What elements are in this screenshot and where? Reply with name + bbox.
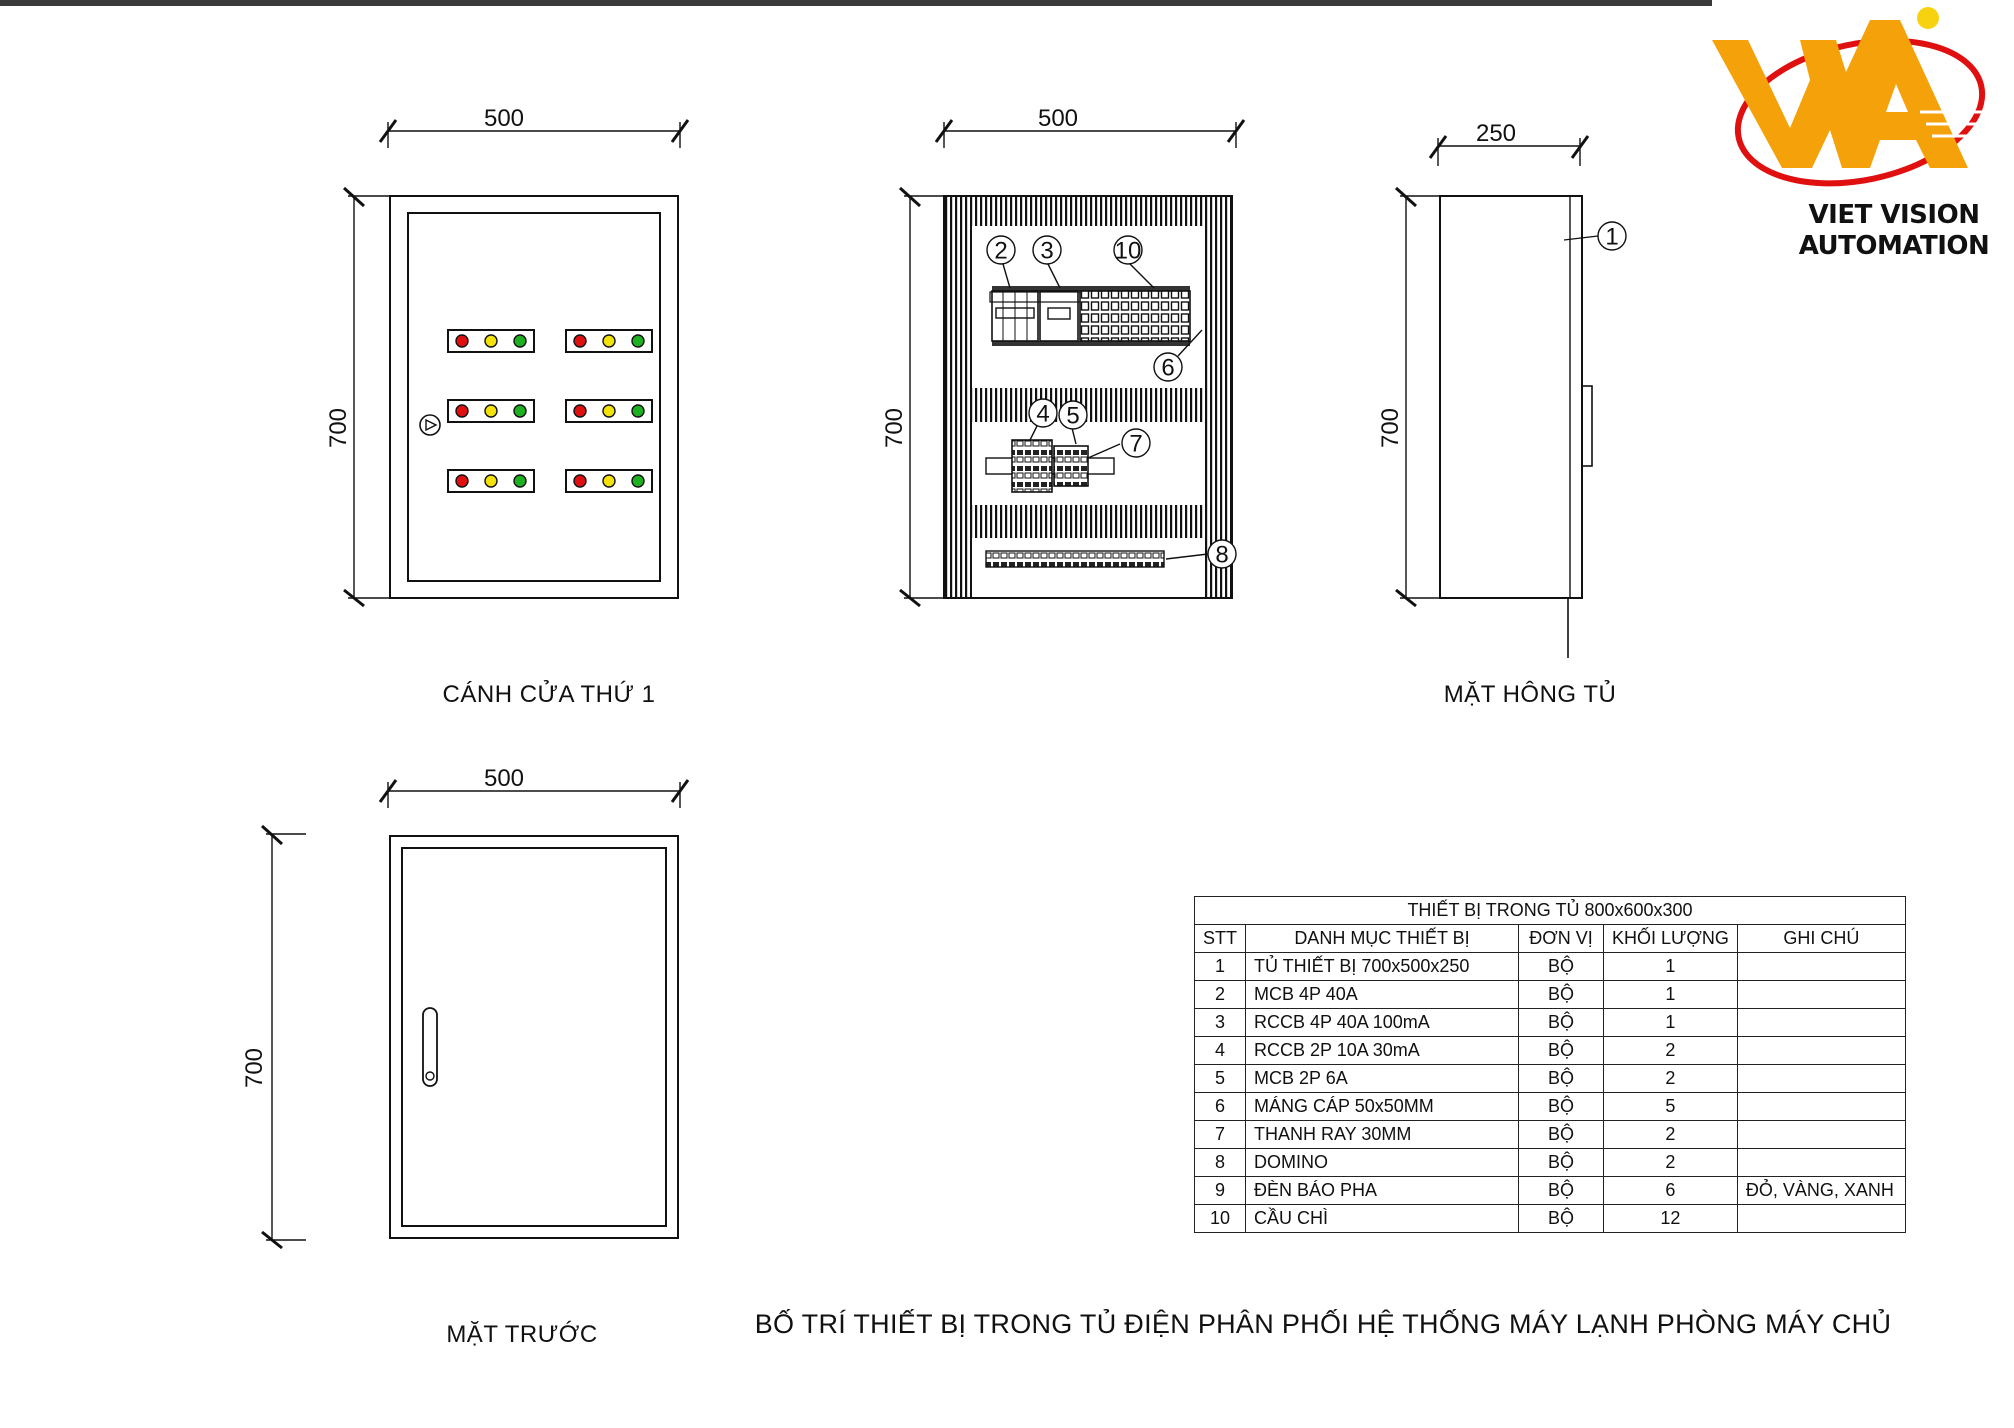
door-height-label: 700	[325, 407, 352, 449]
inside-width-label: 500	[1037, 105, 1079, 132]
table-row	[1195, 1177, 1906, 1205]
table-row	[1195, 1149, 1906, 1177]
indicator-lamp	[456, 405, 468, 417]
door-width-label: 500	[483, 105, 525, 132]
cell-note: ĐỎ, VÀNG, XANH	[1737, 1177, 1905, 1205]
front-height-dimension	[241, 826, 306, 1248]
door-height-dimension	[325, 188, 390, 606]
cell-item: ĐÈN BÁO PHA	[1246, 1177, 1519, 1205]
header-quantity: KHỐI LƯỢNG	[1604, 925, 1738, 953]
table-row	[1195, 981, 1906, 1009]
door-handle	[423, 1008, 437, 1086]
table-body	[1195, 953, 1906, 1233]
callout-balloon	[1059, 401, 1087, 430]
cell-quantity: 1	[1604, 953, 1738, 981]
cell-unit: BỘ	[1519, 1093, 1604, 1121]
equipment-table	[1194, 896, 1906, 1233]
inside-height-label: 700	[881, 407, 908, 449]
indicator-lamp	[514, 335, 526, 347]
header-item: DANH MỤC THIẾT BỊ	[1246, 925, 1519, 953]
front-view	[241, 765, 688, 1348]
cell-stt: 5	[1195, 1065, 1246, 1093]
indicator-lamp	[603, 335, 615, 347]
indicator-panel	[566, 400, 652, 422]
callout-balloon	[1029, 399, 1057, 428]
inside-width-dimension	[936, 105, 1244, 148]
cell-stt: 10	[1195, 1205, 1246, 1233]
rccb-2p-10a	[1012, 440, 1052, 492]
side-height-dimension	[1377, 188, 1440, 606]
indicator-panel	[448, 400, 534, 422]
indicator-lamp	[632, 405, 644, 417]
cable-tray-lower	[972, 505, 1204, 538]
cell-quantity: 1	[1604, 981, 1738, 1009]
cell-unit: BỘ	[1519, 1205, 1604, 1233]
cell-unit: BỘ	[1519, 1037, 1604, 1065]
cell-note	[1737, 1009, 1905, 1037]
cell-note	[1737, 1205, 1905, 1233]
table-title-row	[1195, 897, 1906, 925]
header-stt: STT	[1195, 925, 1246, 953]
cell-unit: BỘ	[1519, 1177, 1604, 1205]
cell-quantity: 12	[1604, 1205, 1738, 1233]
cell-item: MCB 2P 6A	[1246, 1065, 1519, 1093]
mcb-2p-6a	[1054, 446, 1088, 486]
cell-note	[1737, 1121, 1905, 1149]
cell-note	[1737, 1093, 1905, 1121]
cell-item: MÁNG CÁP 50x50MM	[1246, 1093, 1519, 1121]
cell-note	[1737, 953, 1905, 981]
front-height-label: 700	[241, 1047, 268, 1089]
door-inner-panel	[408, 213, 660, 581]
cell-note	[1737, 1065, 1905, 1093]
cell-quantity: 5	[1604, 1093, 1738, 1121]
callout-number: 2	[994, 237, 1008, 265]
cell-quantity: 2	[1604, 1121, 1738, 1149]
cell-item: MCB 4P 40A	[1246, 981, 1519, 1009]
inside-view	[881, 105, 1244, 606]
callout-balloon	[1154, 353, 1182, 382]
drawing-title: BỐ TRÍ THIẾT BỊ TRONG TỦ ĐIỆN PHÂN PHỐI HỆ THỐNG MÁY LẠNH PHÒNG MÁY CHỦ	[754, 1309, 1892, 1339]
side-width-dimension	[1430, 120, 1588, 166]
cell-quantity: 2	[1604, 1037, 1738, 1065]
front-width-label: 500	[483, 765, 525, 792]
cable-tray-top	[972, 196, 1204, 226]
top-rail-devices	[990, 286, 1190, 346]
middle-rail-devices	[986, 440, 1114, 492]
front-width-dimension	[380, 765, 688, 808]
cell-unit: BỘ	[1519, 1009, 1604, 1037]
cell-stt: 8	[1195, 1149, 1246, 1177]
indicator-lamp	[485, 405, 497, 417]
indicator-lamp	[514, 475, 526, 487]
cell-item: DOMINO	[1246, 1149, 1519, 1177]
cable-tray-left	[944, 196, 972, 598]
indicator-panel	[448, 470, 534, 492]
cell-unit: BỘ	[1519, 1121, 1604, 1149]
callout-number: 5	[1066, 402, 1080, 430]
side-height-label: 700	[1377, 407, 1404, 449]
cell-item: THANH RAY 30MM	[1246, 1121, 1519, 1149]
indicator-lamp	[574, 475, 586, 487]
terminal-strip	[986, 551, 1164, 567]
indicator-lamp	[603, 405, 615, 417]
cell-note	[1737, 1149, 1905, 1177]
indicator-panel	[448, 330, 534, 352]
side-view	[1377, 120, 1626, 708]
callout-number: 3	[1040, 237, 1054, 265]
fuse-block	[1080, 291, 1190, 341]
callout-balloon	[1208, 540, 1236, 569]
table-row	[1195, 1009, 1906, 1037]
callout-balloon	[1598, 222, 1626, 251]
door-outer-frame	[390, 196, 678, 598]
side-view-caption: MẶT HÔNG TỦ	[1443, 681, 1617, 708]
indicator-panel	[566, 470, 652, 492]
callout-number: 4	[1036, 400, 1050, 428]
indicator-lamp	[456, 335, 468, 347]
cell-item: RCCB 4P 40A 100mA	[1246, 1009, 1519, 1037]
callout-number: 10	[1114, 237, 1142, 265]
callout-balloon	[1122, 429, 1150, 458]
rccb-4p-40a	[1040, 291, 1078, 341]
side-body	[1440, 196, 1582, 598]
indicator-panel	[566, 330, 652, 352]
cell-item: RCCB 2P 10A 30mA	[1246, 1037, 1519, 1065]
cell-stt: 7	[1195, 1121, 1246, 1149]
logo-line-2: AUTOMATION	[1798, 231, 1990, 261]
indicator-light-panels	[448, 330, 652, 492]
front-door-panel	[402, 848, 666, 1226]
cell-quantity: 2	[1604, 1065, 1738, 1093]
table-row	[1195, 1121, 1906, 1149]
door-view	[325, 105, 688, 708]
header-unit: ĐƠN VỊ	[1519, 925, 1604, 953]
inside-height-dimension	[881, 188, 944, 606]
logo-text	[1784, 200, 2004, 262]
cell-quantity: 2	[1604, 1149, 1738, 1177]
cell-quantity: 1	[1604, 1009, 1738, 1037]
side-callouts	[1598, 222, 1626, 251]
cell-item: CẦU CHÌ	[1246, 1205, 1519, 1233]
callout-number: 6	[1161, 354, 1175, 382]
cable-tray-right	[1204, 196, 1232, 598]
cell-item: TỦ THIẾT BỊ 700x500x250	[1246, 953, 1519, 981]
cable-tray-middle	[972, 388, 1204, 422]
indicator-lamp	[632, 335, 644, 347]
cell-stt: 6	[1195, 1093, 1246, 1121]
indicator-lamp	[456, 475, 468, 487]
cell-note	[1737, 981, 1905, 1009]
door-view-caption: CÁNH CỬA THỨ 1	[442, 681, 656, 708]
logo-dot	[1917, 7, 1939, 29]
side-handle	[1582, 386, 1592, 466]
front-outer-frame	[390, 836, 678, 1238]
door-lock	[420, 415, 440, 435]
indicator-lamp	[574, 335, 586, 347]
company-logo	[1712, 7, 2006, 204]
header-note: GHI CHÚ	[1737, 925, 1905, 953]
callout-number: 8	[1215, 541, 1229, 569]
callout-balloon	[987, 236, 1015, 265]
indicator-lamp	[632, 475, 644, 487]
cell-stt: 4	[1195, 1037, 1246, 1065]
table-row	[1195, 1205, 1906, 1233]
cell-stt: 1	[1195, 953, 1246, 981]
front-view-caption: MẶT TRƯỚC	[446, 1321, 598, 1348]
callout-balloon	[1033, 236, 1061, 265]
domino-terminals	[986, 551, 1164, 567]
logo-line-1: VIET VISION	[1808, 200, 1980, 230]
indicator-lamp	[574, 405, 586, 417]
cell-unit: BỘ	[1519, 1149, 1604, 1177]
callout-number: 1	[1605, 223, 1619, 251]
table-header-row	[1195, 925, 1906, 953]
cell-unit: BỘ	[1519, 953, 1604, 981]
callout-number: 7	[1129, 430, 1143, 458]
cell-quantity: 6	[1604, 1177, 1738, 1205]
cell-unit: BỘ	[1519, 1065, 1604, 1093]
cell-stt: 9	[1195, 1177, 1246, 1205]
side-width-label: 250	[1475, 120, 1517, 147]
table-title: THIẾT BỊ TRONG TỦ 800x600x300	[1195, 897, 1906, 925]
indicator-lamp	[603, 475, 615, 487]
table-row	[1195, 1065, 1906, 1093]
table-row	[1195, 1093, 1906, 1121]
table-row	[1195, 953, 1906, 981]
cell-stt: 3	[1195, 1009, 1246, 1037]
cell-unit: BỘ	[1519, 981, 1604, 1009]
indicator-lamp	[514, 405, 526, 417]
cell-note	[1737, 1037, 1905, 1065]
indicator-lamp	[485, 335, 497, 347]
door-width-dimension	[380, 105, 688, 148]
callout-balloon	[1114, 236, 1142, 265]
cell-stt: 2	[1195, 981, 1246, 1009]
indicator-lamp	[485, 475, 497, 487]
table-row	[1195, 1037, 1906, 1065]
